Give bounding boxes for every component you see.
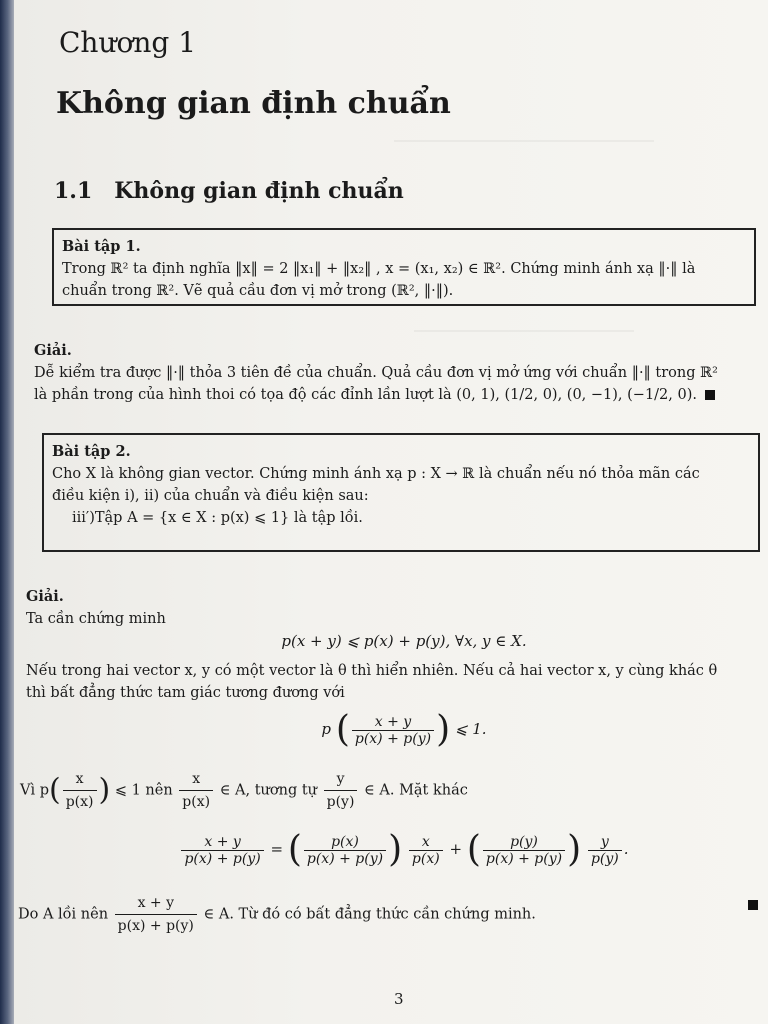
eq3-a — [304, 834, 386, 867]
eq2-numerator: x + y — [352, 714, 434, 731]
eq3-equals: = — [270, 840, 284, 858]
solution-2-line-1: Nếu trong hai vector x, y có một vector là θ thì hiển nhiên. Nếu cả hai vector x, y cùng khác θ — [26, 663, 718, 679]
right-paren: ) — [567, 829, 582, 870]
eq2-fraction — [352, 714, 434, 747]
eq3-a-den: p(x) + p(y) — [306, 850, 384, 867]
vi-fraction-2 — [179, 768, 213, 813]
exercise-2-line-1: Cho X là không gian vector. Chứng minh ánh xạ p : X → ℝ là chuẩn nếu nó thỏa mãn các — [52, 466, 700, 482]
conclusion-den: p(x) + p(y) — [117, 918, 194, 934]
eq3-d — [588, 834, 622, 867]
solution-1-line-1: Dễ kiểm tra được ‖·‖ thỏa 3 tiên đề của chuẩn. Quả cầu đơn vị mở ứng với chuẩn ‖·‖ trong ℝ² — [34, 365, 718, 381]
equation-1: p(x + y) ⩽ p(x) + p(y), ∀x, y ∈ X. — [281, 632, 527, 650]
solution-2-heading: Giải. — [26, 588, 64, 605]
exercise-2-line-2: điều kiện i), ii) của chuẩn và điều kiện sau: — [52, 488, 369, 504]
exercise-2-heading: Bài tập 2. — [52, 443, 131, 460]
exercise-1-box — [52, 228, 756, 306]
eq3-c — [483, 834, 565, 867]
right-paren: ) — [436, 709, 451, 750]
right-paren: ) — [98, 772, 111, 808]
eq3-lhs — [181, 834, 263, 867]
eq3-end: . — [623, 840, 629, 858]
eq2-rhs: ⩽ 1. — [454, 720, 487, 738]
page-number: 3 — [394, 990, 404, 1008]
vi-end: ∈ A. Mặt khác — [364, 782, 468, 799]
bleed-through — [394, 140, 654, 142]
left-paren: ( — [335, 709, 350, 750]
vi-mid-2: ∈ A, tương tự — [219, 782, 318, 799]
solution-1 — [34, 340, 754, 406]
bleed-through — [414, 330, 634, 332]
eq3-b-den: p(x) — [411, 850, 440, 867]
vi-den-1: p(x) — [65, 794, 94, 810]
eq3-c-num: p(y) — [483, 834, 565, 851]
vi-num-1: x — [63, 768, 97, 791]
vi-prefix: Vì p — [20, 782, 49, 799]
conclusion-num: x + y — [115, 892, 197, 915]
solution-2 — [26, 586, 756, 630]
vi-den-3: p(y) — [326, 794, 355, 810]
conclusion-fraction — [115, 892, 197, 937]
conclusion-line — [18, 892, 758, 937]
eq3-lhs-num: x + y — [181, 834, 263, 851]
solution-2-body — [26, 660, 761, 704]
chapter-label: Chương 1 — [59, 26, 197, 59]
vi-mid: ⩽ 1 nên — [114, 782, 173, 799]
section-heading — [54, 178, 404, 204]
vi-fraction-1 — [63, 768, 97, 813]
exercise-2-box — [42, 433, 760, 552]
left-paren: ( — [466, 829, 481, 870]
conclusion-prefix: Do A lồi nên — [18, 906, 109, 923]
vi-num-3: y — [324, 768, 358, 791]
qed-icon — [748, 900, 758, 910]
eq3-a-num: p(x) — [304, 834, 386, 851]
vi-fraction-3 — [324, 768, 358, 813]
solution-2-intro: Ta cần chứng minh — [26, 611, 166, 627]
eq3-d-num: y — [588, 834, 622, 851]
equation-2 — [214, 709, 594, 750]
eq3-b-num: x — [409, 834, 443, 851]
qed-icon — [705, 390, 715, 400]
eq3-lhs-den: p(x) + p(y) — [184, 850, 261, 867]
eq3-plus: + — [449, 840, 463, 858]
section-number: 1.1 — [54, 178, 93, 204]
solution-1-line-2 — [34, 384, 754, 406]
conclusion-end: ∈ A. Từ đó có bất đẳng thức cần chứng minh. — [203, 906, 536, 923]
solution-2-line-2: thì bất đẳng thức tam giác tương đương với — [26, 685, 345, 701]
exercise-1-heading: Bài tập 1. — [62, 238, 141, 255]
left-paren: ( — [287, 829, 302, 870]
eq2-p: p — [321, 720, 332, 738]
solution-1-heading: Giải. — [34, 342, 72, 359]
vi-den-2: p(x) — [182, 794, 211, 810]
exercise-2-line-3: iii′)Tập A = {x ∈ X : p(x) ⩽ 1} là tập lồi. — [72, 510, 363, 526]
right-paren: ) — [388, 829, 403, 870]
section-title: Không gian định chuẩn — [114, 178, 404, 204]
vi-line — [20, 768, 755, 813]
eq3-d-den: p(y) — [590, 850, 619, 867]
equation-3 — [144, 829, 664, 870]
vi-num-2: x — [179, 768, 213, 791]
exercise-1-line-2: chuẩn trong ℝ². Vẽ quả cầu đơn vị mở trong (ℝ², ‖·‖). — [62, 283, 454, 299]
left-paren: ( — [49, 772, 61, 808]
exercise-1-line-1: Trong ℝ² ta định nghĩa ‖x‖ = 2 ‖x₁‖ + ‖x₂‖ , x = (x₁, x₂) ∈ ℝ². Chứng minh ánh xạ ‖·‖ là — [62, 261, 696, 277]
document-page — [14, 0, 768, 1024]
eq3-b — [409, 834, 443, 867]
eq3-c-den: p(x) + p(y) — [485, 850, 563, 867]
chapter-title: Không gian định chuẩn — [56, 86, 451, 121]
solution-1-line-2-text: là phần trong của hình thoi có tọa độ các đỉnh lần lượt là (0, 1), (1/2, 0), (0, −1), (−1/2, 0). — [34, 387, 697, 403]
eq2-denominator: p(x) + p(y) — [354, 730, 432, 747]
